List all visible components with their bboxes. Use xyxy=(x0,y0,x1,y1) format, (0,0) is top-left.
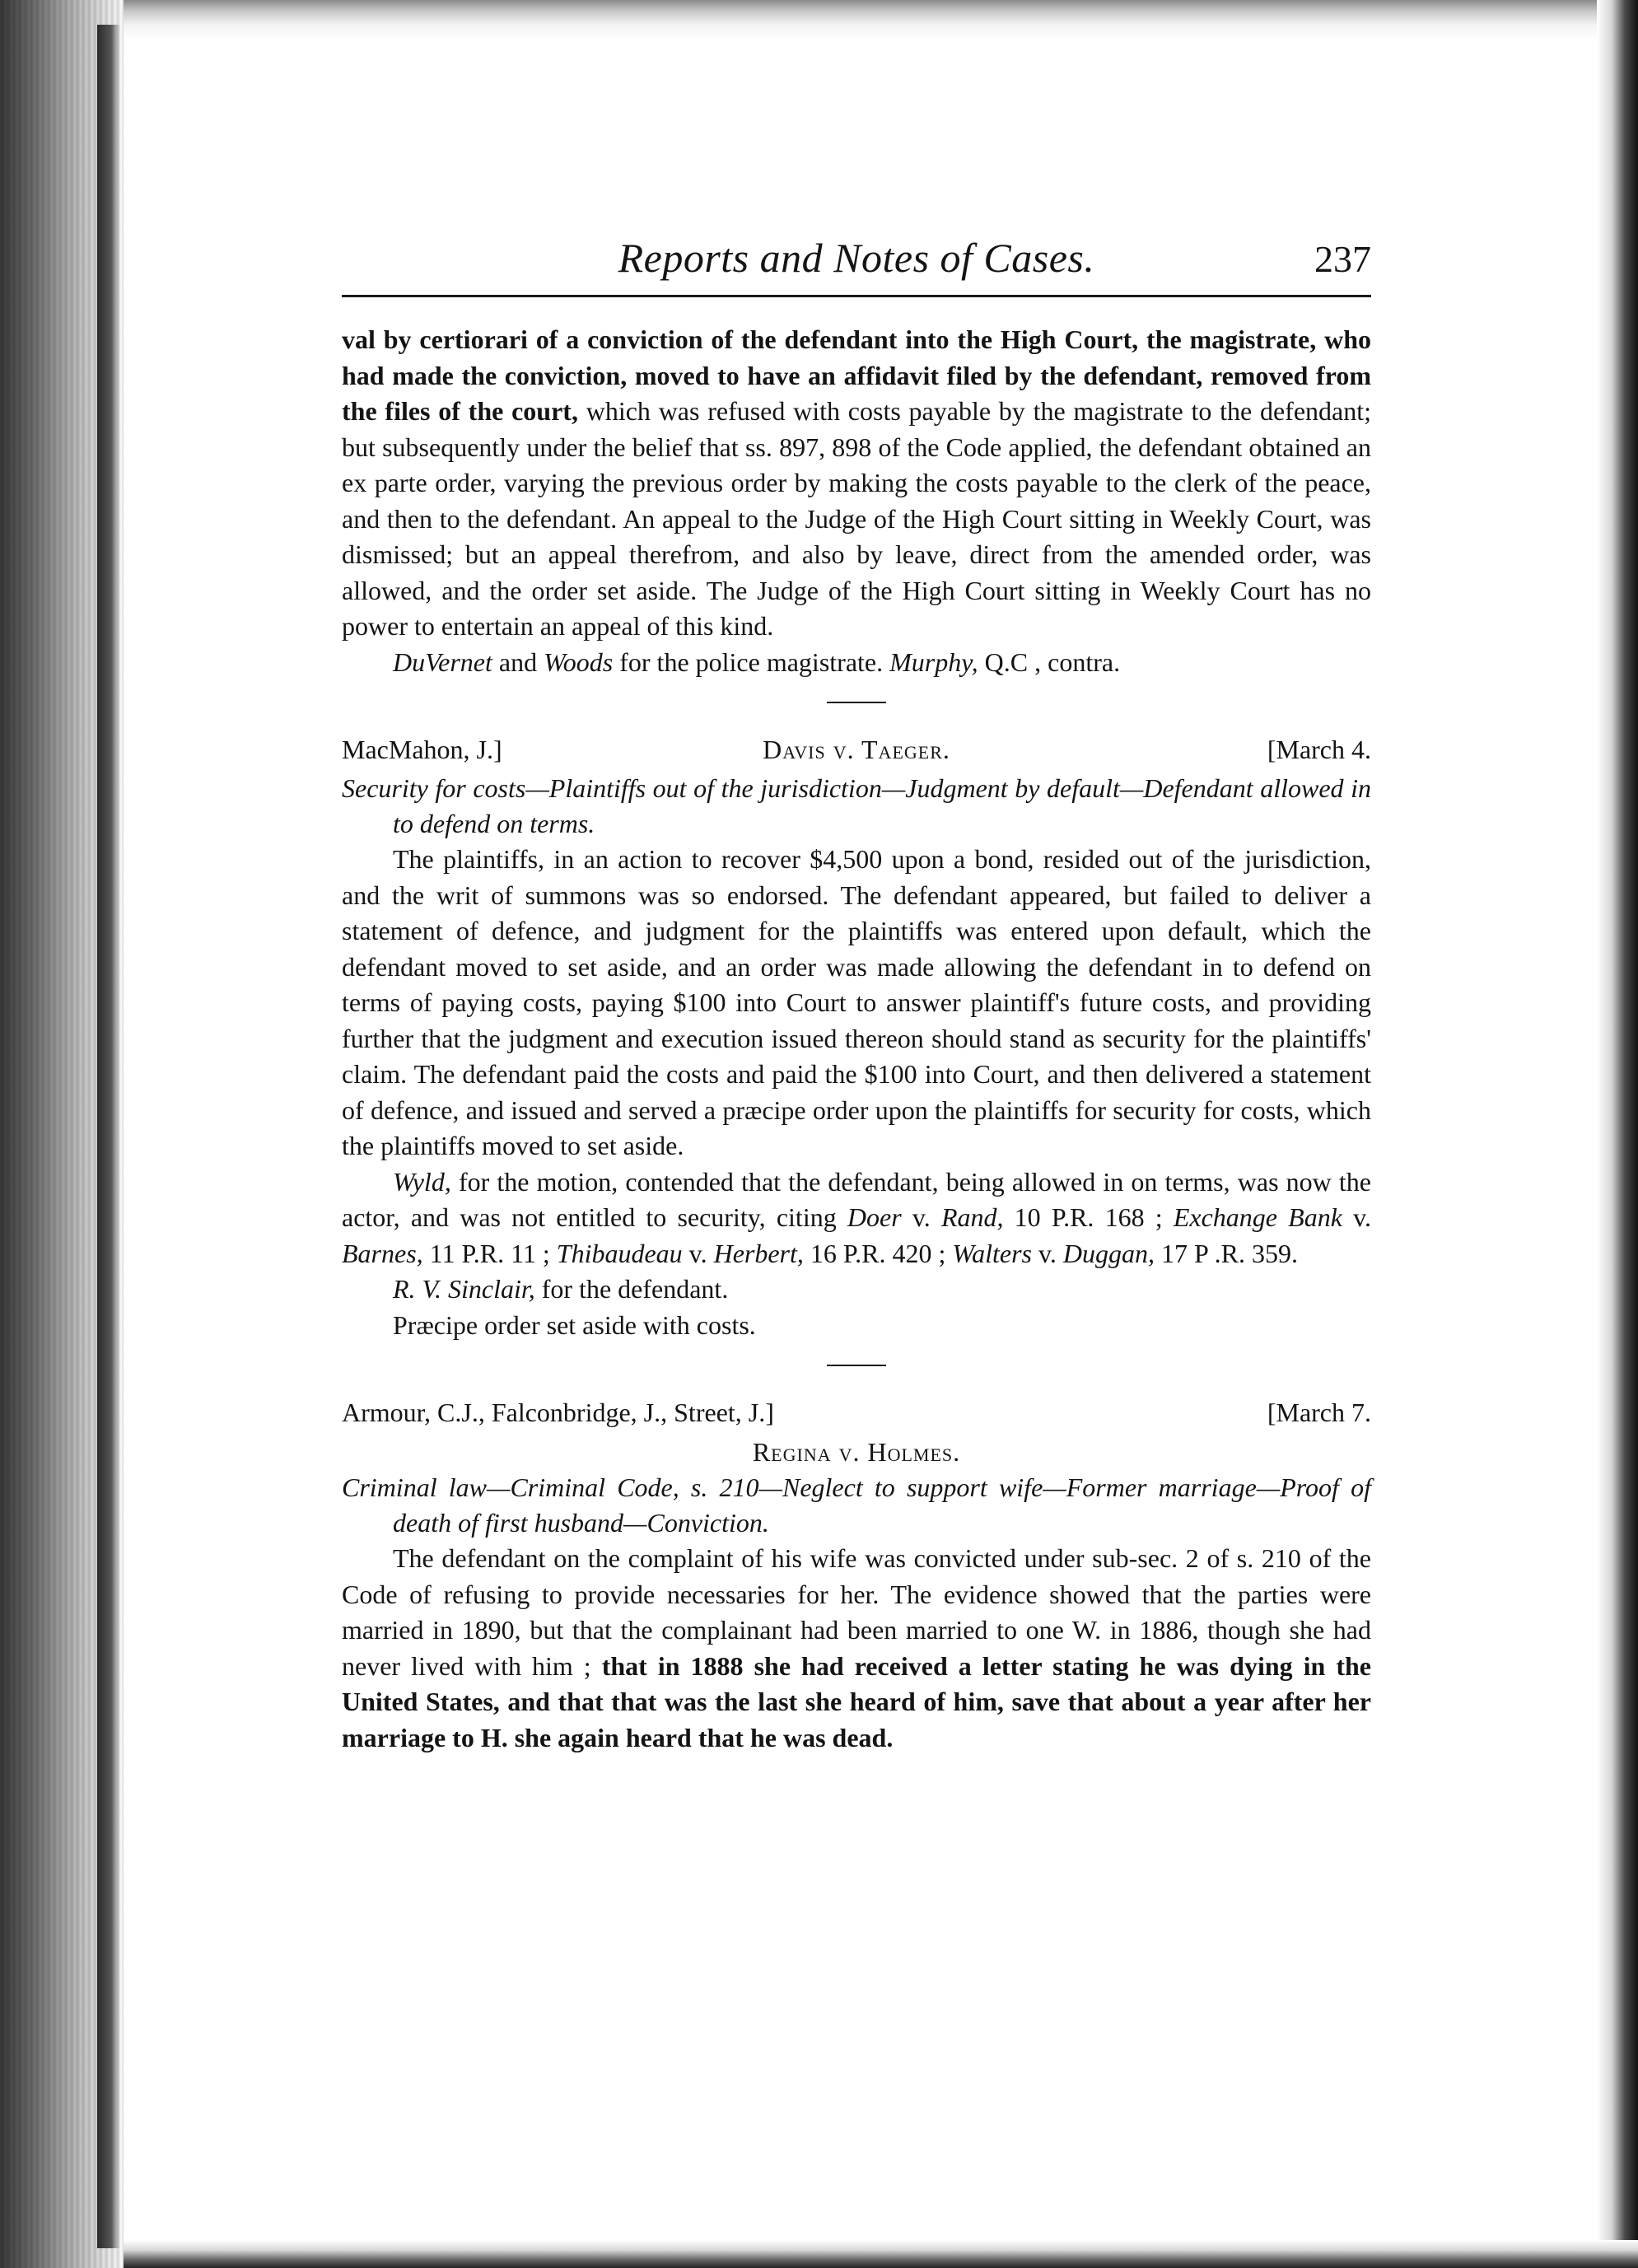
case3-header xyxy=(342,1394,1371,1434)
case2-judge: MacMahon, J.] xyxy=(342,735,502,764)
case2-paragraph2 xyxy=(342,1164,1371,1272)
case3-judge: Armour, C.J., Falconbridge, J., Street, J.] xyxy=(342,1398,774,1427)
case2-header xyxy=(342,731,1371,771)
running-title: Reports and Notes of Cases. xyxy=(618,235,1095,281)
section-divider xyxy=(827,1365,886,1366)
page-number: 237 xyxy=(1314,238,1371,280)
case1-counsel xyxy=(342,645,1371,681)
case-citation: Rand, xyxy=(940,1202,1004,1232)
case3-paragraph1 xyxy=(342,1541,1371,1756)
case2-paragraph1: The plaintiffs, in an action to recover $4,500 upon a bond, resided out of the jurisdiction, and the writ of summons was so endorsed. The defendant appeared, but failed to deliver a statement of defence, and judgment for the plaintiffs was entered upon default, which the defendant moved to set aside, and an order was made allowing the defendant in to defend on terms of paying costs, paying $100 into Court to answer plaintiff's future costs, and providing further that the judgment and execution issued thereon should stand as security for the plaintiffs' claim. The defendant paid the costs and paid the $100 into Court, and then delivered a statement of defence, and issued and served a præcipe order upon the plaintiffs for security for costs, which the plaintiffs moved to set aside. xyxy=(342,844,1371,1160)
case2-result: Præcipe order set aside with costs. xyxy=(393,1309,756,1340)
counsel-text: for the police magistrate. xyxy=(613,646,890,677)
counsel-name: Wyld, xyxy=(393,1166,451,1197)
case2-name: Davis v. Taeger. xyxy=(763,735,950,764)
case-citation: Doer xyxy=(847,1202,902,1232)
book-page xyxy=(342,229,1371,1756)
scan-bottom-edge xyxy=(124,2240,1638,2268)
case2-headnote: Security for costs—Plaintiffs out of the jurisdiction—Judgment by default—Defendant allowed in to defend on terms. xyxy=(342,773,1371,838)
scan-binding-shadow xyxy=(97,25,120,2248)
case3-name: Regina v. Holmes. xyxy=(752,1437,961,1467)
text-run: v. xyxy=(901,1202,941,1232)
text-run: 10 P.R. 168 ; xyxy=(1003,1202,1174,1232)
text-run: 17 P .R. 359. xyxy=(1155,1238,1298,1268)
scan-top-edge xyxy=(124,0,1638,40)
case2-date: [March 4. xyxy=(1267,735,1371,764)
counsel-name: Murphy, xyxy=(889,646,978,677)
case3-date: [March 7. xyxy=(1267,1398,1371,1427)
case-citation: Herbert, xyxy=(713,1238,804,1268)
text-run: 11 P.R. 11 ; xyxy=(422,1238,557,1268)
case-citation: Walters xyxy=(952,1238,1032,1268)
counsel-name: DuVernet xyxy=(393,646,492,677)
counsel-text: and xyxy=(492,646,544,677)
case-citation: Thibaudeau xyxy=(556,1238,683,1268)
case2-counsel-defendant xyxy=(342,1272,1371,1308)
case1-paragraph-bold: val by certiorari of a conviction of the defendant into the High Court, the magistrate, who had made the conviction, moved to have an affidavit filed by the defendant, removed from the files of the court, xyxy=(342,324,1371,426)
case-citation: Exchange Bank xyxy=(1173,1202,1342,1232)
text-run: for the defendant. xyxy=(534,1274,729,1304)
case-citation: Barnes, xyxy=(342,1238,423,1268)
running-head xyxy=(342,229,1371,297)
section-divider xyxy=(827,702,886,703)
scan-right-edge xyxy=(1597,0,1638,2268)
case-citation: Duggan, xyxy=(1062,1238,1155,1268)
counsel-text: Q.C , contra. xyxy=(978,646,1121,677)
text-run-bold: that in 1888 she had received a letter stating he was dying in the United States, and that that was the last she heard of him, save that about a year after her marriage to H. she again heard that he was dead. xyxy=(342,1650,1372,1752)
text-run: v. xyxy=(682,1238,714,1268)
case1-paragraph xyxy=(342,322,1371,645)
text-run: 16 P.R. 420 ; xyxy=(803,1238,953,1268)
case3-headnote: Criminal law—Criminal Code, s. 210—Neglect to support wife—Former marriage—Proof of death of first husband—Conviction. xyxy=(342,1472,1371,1538)
text-run: v. xyxy=(1342,1202,1372,1232)
text-run: v. xyxy=(1031,1238,1063,1268)
text-run: for the motion, contended that the defendant, being allowed in on terms, was now the actor, and was not entitled to security, citing xyxy=(342,1166,1371,1232)
case1-paragraph-rest: which was refused with costs payable by the magistrate to the defendant; but subsequently under the belief that ss. 897, 898 of the Code applied, the defendant obtained an ex parte order, varying the previous order by making the costs payable to the clerk of the peace, and then to the defendant. An appeal to the Judge of the High Court sitting in Weekly Court, was dismissed; but an appeal therefrom, and also by leave, direct from the amended order, was allowed, and the order set aside. The Judge of the High Court sitting in Weekly Court has no power to entertain an appeal of this kind. xyxy=(342,396,1372,641)
counsel-name: R. V. Sinclair, xyxy=(393,1274,535,1304)
counsel-name: Woods xyxy=(544,646,614,677)
text-run: The defendant on the complaint of his wife was convicted under sub-sec. 2 of s. 210 of the Code of refusing to provide necessaries for her. The evidence showed that the parties were married in 1890, but that the complainant had been married to one W. in 1886, though she had never lived with him ; xyxy=(342,1543,1371,1681)
page-body xyxy=(342,322,1371,1756)
